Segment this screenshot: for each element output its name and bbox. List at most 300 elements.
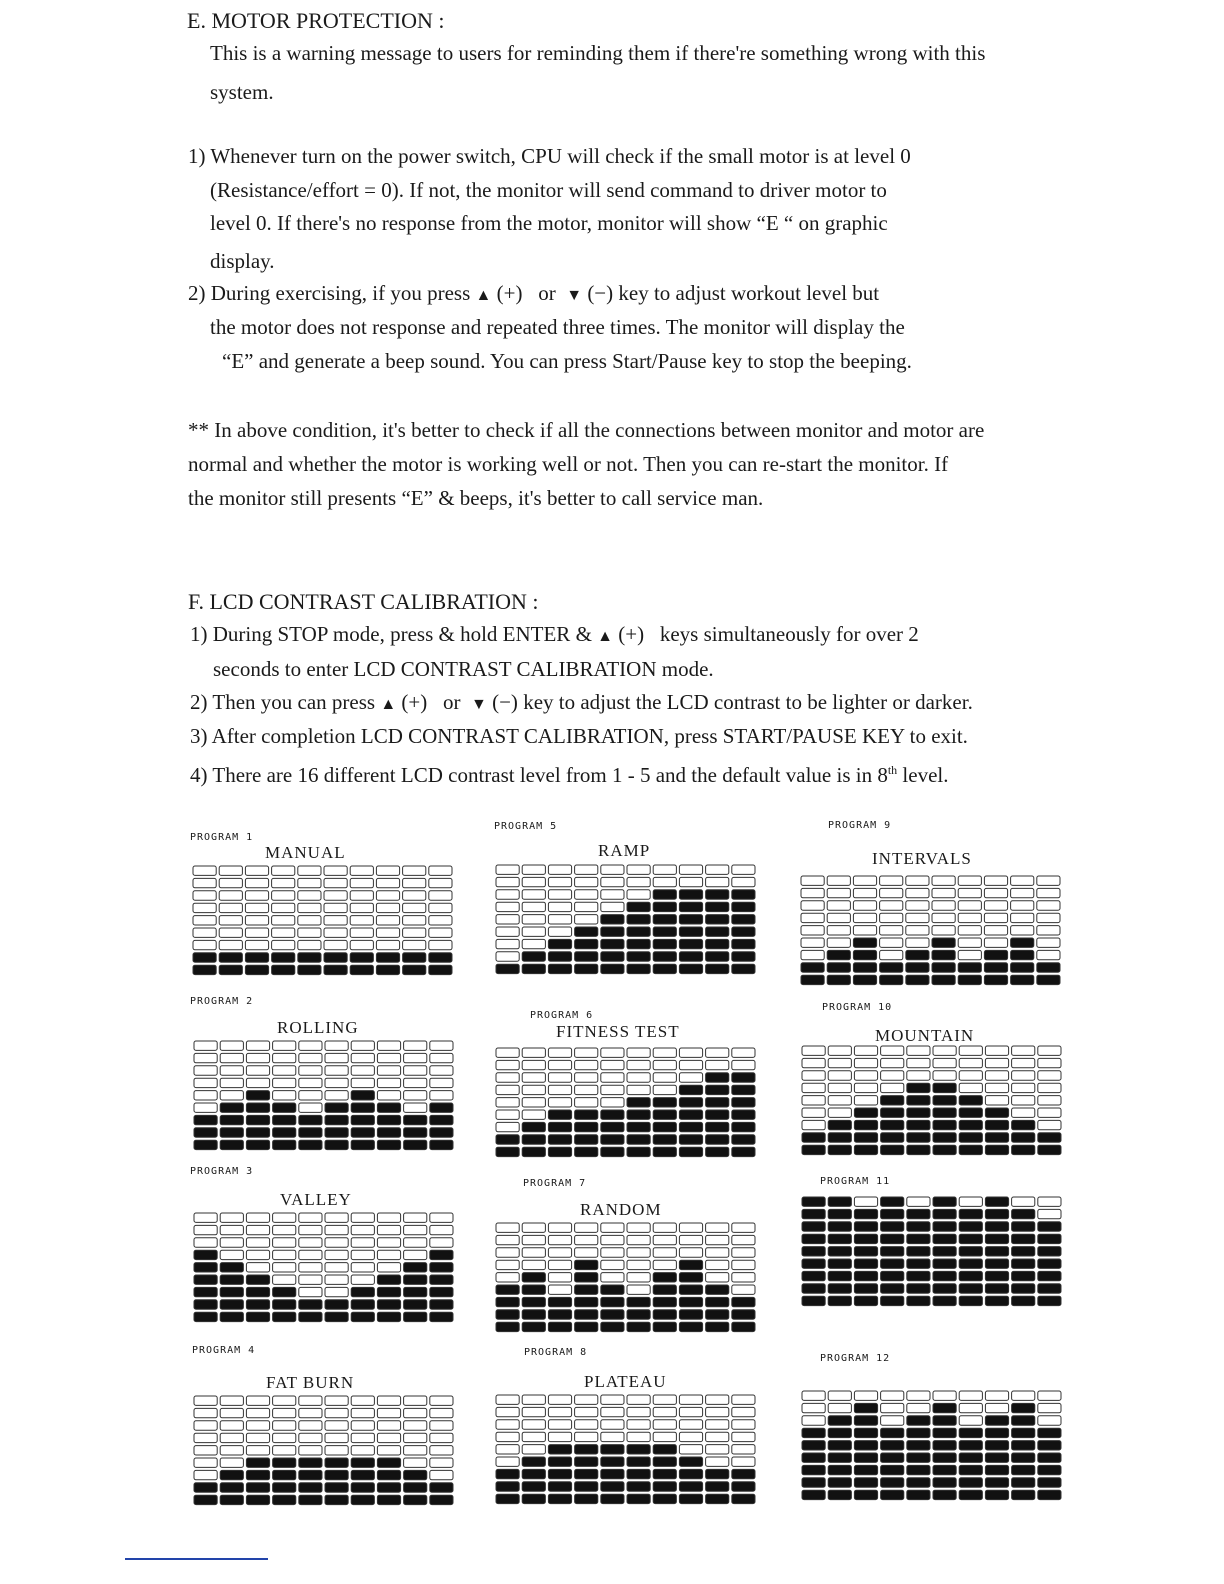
profile-segment-filled: [220, 1275, 243, 1284]
profile-segment-filled: [828, 1416, 851, 1425]
profile-segment-filled: [601, 915, 624, 924]
profile-segment-filled: [404, 1140, 427, 1149]
profile-segment-empty: [958, 888, 981, 897]
profile-segment-empty: [679, 1048, 702, 1057]
profile-segment-filled: [802, 1234, 825, 1243]
profile-segment-filled: [627, 1445, 650, 1454]
profile-segment-filled: [273, 1458, 296, 1467]
profile-segment-empty: [351, 1041, 374, 1050]
profile-segment-empty: [430, 1041, 453, 1050]
profile-segment-empty: [404, 1078, 427, 1087]
profile-segment-empty: [801, 926, 824, 935]
profile-segment-empty: [299, 1250, 322, 1259]
profile-segment-empty: [802, 1403, 825, 1412]
profile-segment-empty: [881, 1058, 904, 1067]
profile-segment-filled: [959, 1478, 982, 1487]
profile-segment-empty: [299, 1408, 322, 1417]
profile-segment-empty: [1012, 1071, 1035, 1080]
profile-segment-empty: [959, 1058, 982, 1067]
profile-segment-empty: [376, 916, 399, 925]
profile-segment-empty: [272, 878, 295, 887]
profile-segment-empty: [627, 1432, 650, 1441]
profile-segment-filled: [828, 1222, 851, 1231]
profile-segment-empty: [299, 1103, 322, 1112]
profile-segment-empty: [220, 1458, 243, 1467]
profile-segment-filled: [194, 1495, 217, 1504]
profile-segment-filled: [601, 1482, 624, 1491]
profile-segment-empty: [350, 903, 373, 912]
profile-segment-filled: [351, 1312, 374, 1321]
section-e-heading: E. MOTOR PROTECTION :: [187, 8, 445, 33]
profile-segment-filled: [273, 1287, 296, 1296]
profile-segment-filled: [732, 1310, 755, 1319]
profile-segment-filled: [802, 1441, 825, 1450]
profile-segment-empty: [496, 952, 519, 961]
profile-segment-empty: [627, 1085, 650, 1094]
profile-segment-empty: [732, 1285, 755, 1294]
profile-segment-filled: [853, 938, 876, 947]
profile-segment-empty: [273, 1041, 296, 1050]
profile-segment-filled: [522, 964, 545, 973]
profile-segment-empty: [220, 1421, 243, 1430]
profile-segment-empty: [828, 1083, 851, 1092]
profile-segment-empty: [377, 1066, 400, 1075]
profile-segment-filled: [732, 1085, 755, 1094]
profile-segment-empty: [522, 877, 545, 886]
profile-segment-filled: [706, 1297, 729, 1306]
profile-segment-filled: [653, 1098, 676, 1107]
profile-segment-empty: [299, 1421, 322, 1430]
program-label: PROGRAM 3: [190, 1166, 254, 1177]
profile-segment-filled: [706, 1285, 729, 1294]
profile-segment-empty: [220, 1408, 243, 1417]
program-profile-grid: [801, 1045, 1065, 1159]
profile-segment-empty: [679, 1395, 702, 1404]
profile-segment-empty: [601, 1223, 624, 1232]
profile-segment-filled: [802, 1209, 825, 1218]
profile-segment-empty: [429, 891, 452, 900]
profile-segment-empty: [679, 1223, 702, 1232]
profile-segment-filled: [193, 953, 216, 962]
profile-segment-filled: [246, 1103, 269, 1112]
profile-segment-empty: [430, 1225, 453, 1234]
profile-segment-filled: [377, 1128, 400, 1137]
profile-segment-empty: [522, 1098, 545, 1107]
profile-segment-filled: [907, 1259, 930, 1268]
profile-segment-empty: [679, 1445, 702, 1454]
profile-segment-empty: [350, 928, 373, 937]
profile-segment-empty: [932, 876, 955, 885]
profile-segment-filled: [706, 927, 729, 936]
profile-segment-empty: [959, 1071, 982, 1080]
profile-segment-empty: [575, 1223, 598, 1232]
profile-segment-filled: [706, 1110, 729, 1119]
f-item2-text-b: key to adjust the LCD contrast to be lighter or darker.: [523, 690, 973, 714]
profile-segment-empty: [653, 1395, 676, 1404]
program-title: VALLEY: [280, 1190, 352, 1209]
profile-segment-empty: [299, 1066, 322, 1075]
profile-segment-filled: [732, 1297, 755, 1306]
profile-segment-empty: [325, 1287, 348, 1296]
profile-segment-filled: [959, 1490, 982, 1499]
profile-segment-filled: [828, 1478, 851, 1487]
profile-segment-empty: [958, 913, 981, 922]
profile-segment-filled: [325, 1140, 348, 1149]
profile-segment-filled: [679, 939, 702, 948]
profile-segment-filled: [881, 1271, 904, 1280]
profile-segment-empty: [404, 1225, 427, 1234]
profile-segment-empty: [1011, 926, 1034, 935]
profile-segment-empty: [601, 1085, 624, 1094]
profile-segment-filled: [377, 1495, 400, 1504]
profile-segment-empty: [298, 866, 321, 875]
profile-segment-filled: [828, 1465, 851, 1474]
profile-segment-filled: [627, 902, 650, 911]
profile-segment-filled: [548, 1297, 571, 1306]
profile-segment-filled: [1037, 975, 1060, 984]
profile-segment-empty: [325, 1250, 348, 1259]
profile-segment-filled: [828, 1145, 851, 1154]
profile-segment-empty: [377, 1263, 400, 1272]
profile-segment-empty: [522, 1248, 545, 1257]
profile-segment-empty: [429, 916, 452, 925]
profile-segment-filled: [985, 1222, 1008, 1231]
profile-segment-empty: [273, 1396, 296, 1405]
minus-key-label: (−): [587, 281, 614, 305]
profile-segment-empty: [522, 915, 545, 924]
profile-segment-filled: [802, 1490, 825, 1499]
profile-segment-filled: [854, 1453, 877, 1462]
profile-segment-filled: [273, 1103, 296, 1112]
profile-segment-empty: [1037, 876, 1060, 885]
profile-segment-empty: [881, 1416, 904, 1425]
profile-segment-filled: [959, 1259, 982, 1268]
profile-segment-empty: [522, 1110, 545, 1119]
profile-segment-filled: [601, 1135, 624, 1144]
profile-segment-empty: [932, 913, 955, 922]
profile-segment-filled: [324, 953, 347, 962]
profile-segment-empty: [627, 1073, 650, 1082]
profile-segment-filled: [732, 902, 755, 911]
profile-segment-filled: [985, 1197, 1008, 1206]
profile-segment-empty: [802, 1096, 825, 1105]
profile-segment-empty: [881, 1071, 904, 1080]
profile-segment-filled: [828, 1428, 851, 1437]
profile-segment-empty: [1038, 1120, 1061, 1129]
profile-segment-filled: [828, 1209, 851, 1218]
e-item1-line3: level 0. If there's no response from the motor, monitor will show “E “ on graphic: [210, 211, 888, 235]
profile-segment-empty: [377, 1053, 400, 1062]
program-label: PROGRAM 9: [828, 820, 892, 831]
profile-segment-empty: [376, 940, 399, 949]
profile-segment-filled: [299, 1128, 322, 1137]
profile-segment-empty: [194, 1433, 217, 1442]
profile-segment-filled: [246, 1140, 269, 1149]
profile-segment-filled: [827, 950, 850, 959]
profile-segment-empty: [1037, 913, 1060, 922]
profile-segment-empty: [575, 1048, 598, 1057]
profile-segment-filled: [430, 1115, 453, 1124]
profile-segment-filled: [601, 1445, 624, 1454]
profile-segment-filled: [706, 915, 729, 924]
profile-segment-filled: [907, 1271, 930, 1280]
profile-segment-filled: [1012, 1465, 1035, 1474]
profile-segment-empty: [272, 903, 295, 912]
profile-segment-filled: [802, 1222, 825, 1231]
profile-segment-empty: [496, 1260, 519, 1269]
e-item2-text-b: key to adjust workout level but: [618, 281, 880, 305]
profile-segment-filled: [1012, 1120, 1035, 1129]
profile-segment-empty: [496, 902, 519, 911]
profile-segment-filled: [219, 965, 242, 974]
profile-segment-filled: [430, 1312, 453, 1321]
profile-segment-empty: [880, 876, 903, 885]
profile-segment-filled: [706, 1322, 729, 1331]
profile-segment-empty: [881, 1046, 904, 1055]
profile-segment-filled: [932, 975, 955, 984]
profile-segment-empty: [273, 1433, 296, 1442]
profile-segment-filled: [881, 1133, 904, 1142]
profile-segment-empty: [548, 1248, 571, 1257]
profile-segment-filled: [959, 1271, 982, 1280]
profile-segment-filled: [627, 939, 650, 948]
profile-segment-empty: [854, 1083, 877, 1092]
profile-segment-filled: [679, 952, 702, 961]
profile-segment-empty: [601, 865, 624, 874]
profile-segment-filled: [246, 1128, 269, 1137]
profile-segment-filled: [496, 1322, 519, 1331]
profile-segment-filled: [679, 1135, 702, 1144]
profile-segment-empty: [325, 1238, 348, 1247]
profile-segment-filled: [429, 953, 452, 962]
profile-segment-filled: [496, 1469, 519, 1478]
profile-segment-empty: [732, 1432, 755, 1441]
profile-segment-empty: [1037, 950, 1060, 959]
profile-segment-empty: [679, 1060, 702, 1069]
profile-segment-filled: [653, 1273, 676, 1282]
profile-segment-empty: [985, 1046, 1008, 1055]
profile-segment-empty: [325, 1408, 348, 1417]
profile-segment-filled: [627, 1469, 650, 1478]
profile-segment-empty: [985, 1403, 1008, 1412]
profile-segment-empty: [219, 891, 242, 900]
profile-segment-empty: [984, 876, 1007, 885]
profile-segment-empty: [1012, 1046, 1035, 1055]
profile-segment-empty: [377, 1225, 400, 1234]
profile-segment-filled: [575, 1469, 598, 1478]
e-note-line2: normal and whether the motor is working well or not. Then you can re-start the monitor. If: [188, 452, 949, 476]
profile-segment-filled: [299, 1312, 322, 1321]
profile-segment-empty: [706, 1273, 729, 1282]
profile-segment-empty: [194, 1458, 217, 1467]
profile-segment-filled: [496, 1285, 519, 1294]
profile-segment-empty: [880, 938, 903, 947]
program-label: PROGRAM 2: [190, 996, 254, 1007]
profile-segment-filled: [1012, 1145, 1035, 1154]
profile-segment-filled: [325, 1300, 348, 1309]
profile-segment-empty: [496, 1223, 519, 1232]
profile-segment-filled: [350, 965, 373, 974]
profile-segment-filled: [985, 1441, 1008, 1450]
profile-segment-filled: [1038, 1296, 1061, 1305]
profile-segment-filled: [933, 1296, 956, 1305]
profile-segment-filled: [246, 1287, 269, 1296]
profile-segment-filled: [246, 1115, 269, 1124]
profile-segment-filled: [273, 1483, 296, 1492]
profile-segment-filled: [985, 1259, 1008, 1268]
profile-segment-filled: [377, 1483, 400, 1492]
program-title: RANDOM: [580, 1200, 662, 1219]
profile-segment-filled: [1038, 1465, 1061, 1474]
profile-segment-filled: [194, 1483, 217, 1492]
profile-segment-empty: [273, 1078, 296, 1087]
profile-segment-empty: [219, 878, 242, 887]
profile-segment-filled: [959, 1465, 982, 1474]
profile-segment-empty: [351, 1421, 374, 1430]
profile-segment-empty: [273, 1446, 296, 1455]
profile-segment-filled: [706, 1085, 729, 1094]
profile-segment-filled: [959, 1234, 982, 1243]
profile-segment-empty: [496, 1273, 519, 1282]
profile-segment-empty: [429, 878, 452, 887]
profile-segment-empty: [403, 903, 426, 912]
profile-segment-filled: [706, 1135, 729, 1144]
profile-segment-empty: [548, 1285, 571, 1294]
program-title: MANUAL: [265, 843, 346, 862]
profile-segment-filled: [430, 1483, 453, 1492]
profile-segment-empty: [907, 1403, 930, 1412]
profile-segment-filled: [273, 1115, 296, 1124]
profile-segment-empty: [299, 1091, 322, 1100]
profile-segment-empty: [706, 1248, 729, 1257]
profile-segment-empty: [1038, 1046, 1061, 1055]
profile-segment-filled: [959, 1428, 982, 1437]
profile-segment-empty: [245, 866, 268, 875]
profile-segment-filled: [220, 1140, 243, 1149]
profile-segment-filled: [958, 975, 981, 984]
profile-segment-filled: [220, 1287, 243, 1296]
profile-segment-empty: [827, 876, 850, 885]
profile-segment-empty: [496, 1420, 519, 1429]
profile-segment-empty: [575, 890, 598, 899]
profile-segment-filled: [325, 1128, 348, 1137]
profile-segment-filled: [653, 1135, 676, 1144]
profile-segment-filled: [601, 1457, 624, 1466]
profile-segment-empty: [194, 1238, 217, 1247]
profile-segment-empty: [430, 1238, 453, 1247]
profile-segment-filled: [377, 1300, 400, 1309]
profile-segment-filled: [627, 1147, 650, 1156]
profile-segment-empty: [496, 877, 519, 886]
profile-segment-filled: [404, 1300, 427, 1309]
profile-segment-filled: [299, 1483, 322, 1492]
profile-segment-empty: [854, 1071, 877, 1080]
profile-segment-filled: [601, 1110, 624, 1119]
program-profile-grid: [800, 875, 1064, 989]
profile-segment-filled: [273, 1312, 296, 1321]
profile-segment-filled: [1012, 1284, 1035, 1293]
profile-segment-filled: [194, 1250, 217, 1259]
profile-segment-filled: [907, 1133, 930, 1142]
program-label: PROGRAM 4: [192, 1345, 256, 1356]
profile-segment-empty: [548, 877, 571, 886]
profile-segment-filled: [351, 1470, 374, 1479]
profile-segment-empty: [194, 1213, 217, 1222]
profile-segment-filled: [854, 1403, 877, 1412]
profile-segment-empty: [732, 1235, 755, 1244]
program-label: PROGRAM 6: [530, 1010, 594, 1021]
profile-segment-empty: [299, 1275, 322, 1284]
profile-segment-filled: [273, 1470, 296, 1479]
profile-segment-filled: [679, 1110, 702, 1119]
profile-segment-filled: [522, 1310, 545, 1319]
profile-segment-empty: [732, 1407, 755, 1416]
profile-segment-filled: [706, 1147, 729, 1156]
profile-segment-filled: [907, 1247, 930, 1256]
profile-segment-filled: [377, 1115, 400, 1124]
profile-segment-filled: [575, 952, 598, 961]
profile-segment-empty: [653, 1260, 676, 1269]
profile-segment-filled: [653, 1147, 676, 1156]
profile-segment-empty: [653, 1048, 676, 1057]
profile-segment-empty: [732, 1457, 755, 1466]
program-title: MOUNTAIN: [875, 1026, 975, 1045]
f-item4-text-a: 4) There are 16 different LCD contrast level from 1 - 5 and the default value is in 8: [190, 763, 888, 787]
profile-segment-filled: [299, 1458, 322, 1467]
profile-segment-filled: [854, 1120, 877, 1129]
f-item4-text-b: level.: [897, 763, 949, 787]
minus-key-label: (−): [492, 690, 518, 714]
profile-segment-empty: [828, 1096, 851, 1105]
profile-segment-filled: [1038, 1453, 1061, 1462]
program-profile-grid: [495, 864, 759, 978]
profile-segment-filled: [958, 963, 981, 972]
profile-segment-empty: [881, 1403, 904, 1412]
profile-segment-filled: [653, 939, 676, 948]
profile-segment-filled: [802, 1428, 825, 1437]
profile-segment-empty: [351, 1250, 374, 1259]
profile-segment-filled: [706, 939, 729, 948]
profile-segment-filled: [522, 1147, 545, 1156]
profile-segment-filled: [1012, 1453, 1035, 1462]
profile-segment-empty: [219, 903, 242, 912]
profile-segment-empty: [1038, 1403, 1061, 1412]
profile-segment-empty: [548, 927, 571, 936]
profile-segment-empty: [245, 891, 268, 900]
profile-segment-filled: [933, 1096, 956, 1105]
profile-segment-empty: [802, 1083, 825, 1092]
profile-segment-empty: [653, 1060, 676, 1069]
profile-segment-empty: [627, 1420, 650, 1429]
profile-segment-filled: [522, 1122, 545, 1131]
profile-segment-empty: [194, 1396, 217, 1405]
profile-segment-empty: [272, 940, 295, 949]
profile-segment-empty: [324, 891, 347, 900]
profile-segment-filled: [827, 963, 850, 972]
f-item2-line: [190, 690, 973, 717]
profile-segment-filled: [880, 975, 903, 984]
profile-segment-filled: [1037, 963, 1060, 972]
profile-segment-filled: [907, 1096, 930, 1105]
profile-segment-filled: [404, 1115, 427, 1124]
profile-segment-filled: [1012, 1428, 1035, 1437]
profile-segment-filled: [220, 1483, 243, 1492]
profile-segment-empty: [827, 901, 850, 910]
profile-segment-filled: [906, 963, 929, 972]
profile-segment-empty: [246, 1225, 269, 1234]
profile-segment-empty: [653, 1085, 676, 1094]
profile-segment-empty: [853, 901, 876, 910]
